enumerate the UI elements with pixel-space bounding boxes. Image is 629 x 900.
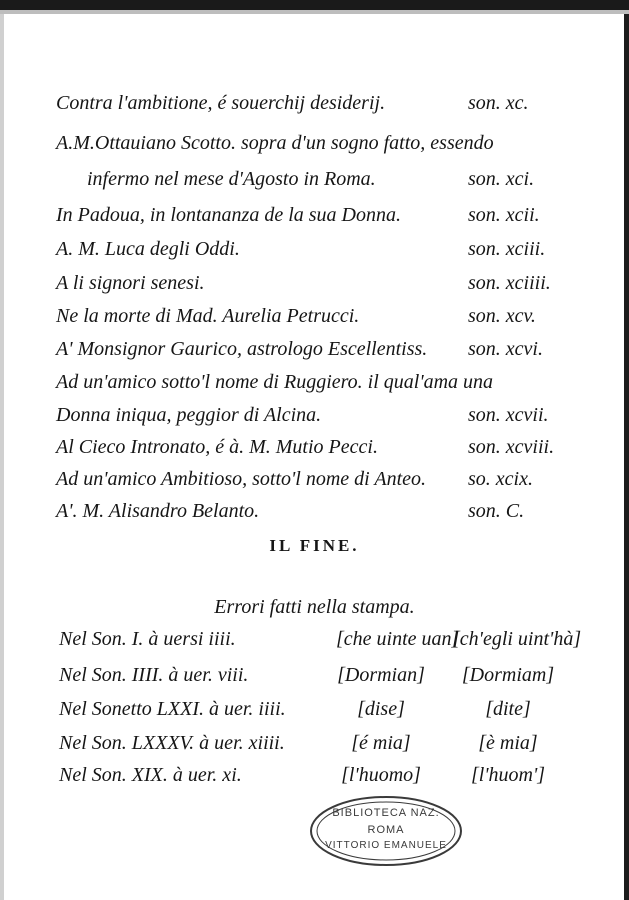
page-top-shadow [0,10,629,14]
entry-sonnet: son. xcvii. [468,404,549,426]
index-entry [0,272,629,304]
entry-title: Al Cieco Intronato, é à. M. Mutio Pecci. [56,436,378,458]
entry-title: Donna iniqua, peggior di Alcina. [56,404,322,426]
stamp-line-3: VITTORIO EMANUELE [325,840,447,851]
entry-sonnet: son. xcvi. [468,338,543,360]
entry-sonnet: son. C. [468,500,525,522]
index-entry [0,238,629,270]
errata-correct: [l'huom'] [470,764,546,786]
errata-correct: [è mia] [478,732,538,754]
entry-title: A'. M. Alisandro Belanto. [56,500,260,522]
errata-location: Nel Sonetto LXXI. à uer. iiii. [59,698,286,720]
entry-sonnet: son. xciii. [468,238,546,260]
index-entry [0,92,629,124]
errata-wrong: [che uinte uan] [336,628,460,650]
entry-sonnet: son. xcviii. [468,436,555,458]
index-entry [0,436,629,468]
entry-sonnet: son. xcii. [468,204,540,226]
errata-row [0,664,629,698]
index-entry [0,371,629,403]
library-stamp [308,794,464,868]
index-entry [0,305,629,337]
errata-row [0,698,629,732]
errata-wrong: [Dormian] [337,664,425,686]
errata-row [0,628,629,662]
entry-sonnet: son. xc. [468,92,529,114]
errata-correct: [ch'egli uint'hà] [452,628,582,650]
errata-wrong: [é mia] [351,732,411,754]
errata-location: Nel Son. IIII. à uer. viii. [59,664,249,686]
index-entry [0,132,629,164]
entry-sonnet: so. xcix. [468,468,533,490]
entry-title: A li signori senesi. [56,272,205,294]
errata-location: Nel Son. LXXXV. à uer. xiiii. [59,732,285,754]
errata-row [0,732,629,766]
errata-title: Errori fatti nella stampa. [214,596,415,618]
entry-title: Ad un'amico sotto'l nome di Ruggiero. il qual'ama una [56,371,494,393]
entry-title: A' Monsignor Gaurico, astrologo Escellentiss. [56,338,428,360]
errata-location: Nel Son. I. à uersi iiii. [59,628,236,650]
index-entry [0,404,629,436]
entry-title: Contra l'ambitione, é souerchij desiderij. [56,92,386,114]
page-top-edge [0,0,629,10]
index-entry [0,500,629,532]
entry-title: A.M.Ottauiano Scotto. sopra d'un sogno fatto, essendo [56,132,494,154]
entry-title: Ad un'amico Ambitioso, sotto'l nome di Anteo. [56,468,427,490]
index-entry [0,468,629,500]
errata-correct: [dite] [485,698,531,720]
errata-row [0,764,629,798]
end-heading: IL FINE. [269,536,360,555]
errata-location: Nel Son. XIX. à uer. xi. [59,764,242,786]
stamp-line-1: BIBLIOTECA NAZ. [332,807,440,819]
entry-sonnet: son. xci. [468,168,535,190]
stamp-line-2: ROMA [367,824,405,836]
entry-sonnet: son. xcv. [468,305,536,327]
errata-wrong: [l'huomo] [341,764,421,786]
index-entry [0,168,629,200]
index-entry [0,338,629,370]
entry-title: A. M. Luca degli Oddi. [56,238,240,260]
errata-correct: [Dormiam] [461,664,555,686]
entry-title: In Padoua, in lontananza de la sua Donna. [56,204,401,226]
entry-title: Ne la morte di Mad. Aurelia Petrucci. [56,305,360,327]
entry-title: infermo nel mese d'Agosto in Roma. [87,168,376,190]
errata-wrong: [dise] [357,698,405,720]
entry-sonnet: son. xciiii. [468,272,551,294]
index-entry [0,204,629,236]
